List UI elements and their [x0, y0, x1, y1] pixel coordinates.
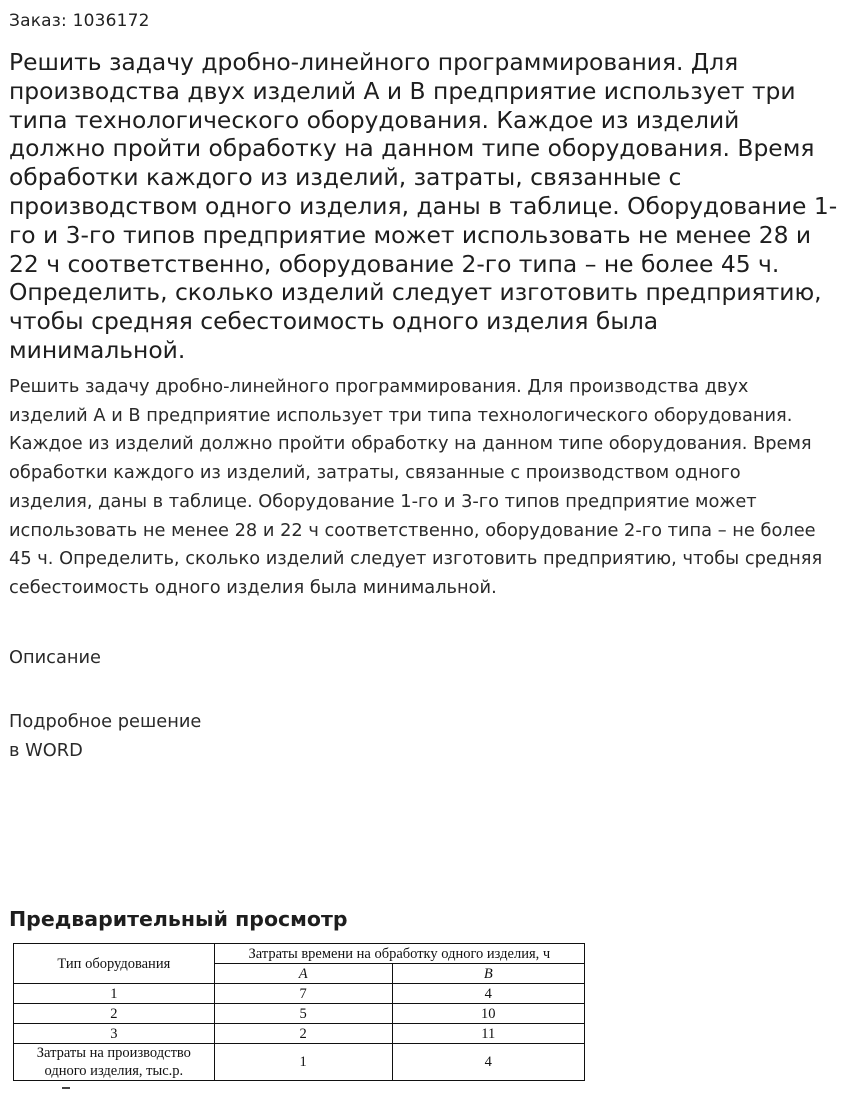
table-row	[14, 1024, 585, 1044]
order-number: Заказ: 1036172	[9, 11, 150, 31]
description-label: Описание	[9, 647, 101, 668]
row-label: 1	[14, 984, 215, 1004]
row-value-a: 2	[214, 1024, 392, 1044]
solution-line-2: в WORD	[9, 740, 83, 761]
preview-table	[13, 943, 585, 1081]
header-col-b: B	[392, 964, 584, 984]
row-label: 3	[14, 1024, 215, 1044]
task-description: Решить задачу дробно-линейного программирования. Для производства двух изделий A и B предприятие использует три типа технологического оборудования. Каждое из изделий должно пройти обработку на данном типе оборудования. Время обработки каждого из изделий, затраты, связанные с производством одного изделия, даны в таблице. Оборудование 1-го и 3-го типов предприятие может использовать не менее 28 и 22 ч соответственно, оборудование 2-го типа – не более 45 ч. Определить, сколько изделий следует изготовить предприятию, чтобы средняя себестоимость одного изделия была минимальной.	[9, 376, 823, 598]
row-value-b: 11	[392, 1024, 584, 1044]
table-row	[14, 1044, 585, 1081]
row-label: 2	[14, 1004, 215, 1024]
header-col-a: A	[214, 964, 392, 984]
row-value-a: 7	[214, 984, 392, 1004]
row-value-a: 5	[214, 1004, 392, 1024]
cutoff-mark	[62, 1087, 70, 1089]
header-time-costs: Затраты времени на обработку одного изделия, ч	[214, 944, 584, 964]
header-equipment-type: Тип оборудования	[14, 944, 215, 984]
table-row	[14, 984, 585, 1004]
preview-heading: Предварительный просмотр	[9, 907, 348, 931]
row-value-a: 1	[214, 1044, 392, 1081]
page-title: Решить задачу дробно-линейного программирования. Для производства двух изделий A и B предприятие использует три типа технологического оборудования. Каждое из изделий должно пройти обработку на данном типе оборудования. Время обработки каждого из изделий, затраты, связанные с производством одного изделия, даны в таблице. Оборудование 1-го и 3-го типов предприятие может использовать не менее 28 и 22 ч соответственно, оборудование 2-го типа – не более 45 ч. Определить, сколько изделий следует изготовить предприятию, чтобы средняя себестоимость одного изделия была минимальной.	[9, 48, 838, 364]
row-value-b: 4	[392, 1044, 584, 1081]
row-value-b: 10	[392, 1004, 584, 1024]
solution-line-1: Подробное решение	[9, 711, 202, 732]
row-value-b: 4	[392, 984, 584, 1004]
solution-info	[9, 707, 201, 765]
table-header-row	[14, 944, 585, 964]
row-label: Затраты на производство одного изделия, тыс.р.	[14, 1044, 215, 1081]
table-row	[14, 1004, 585, 1024]
